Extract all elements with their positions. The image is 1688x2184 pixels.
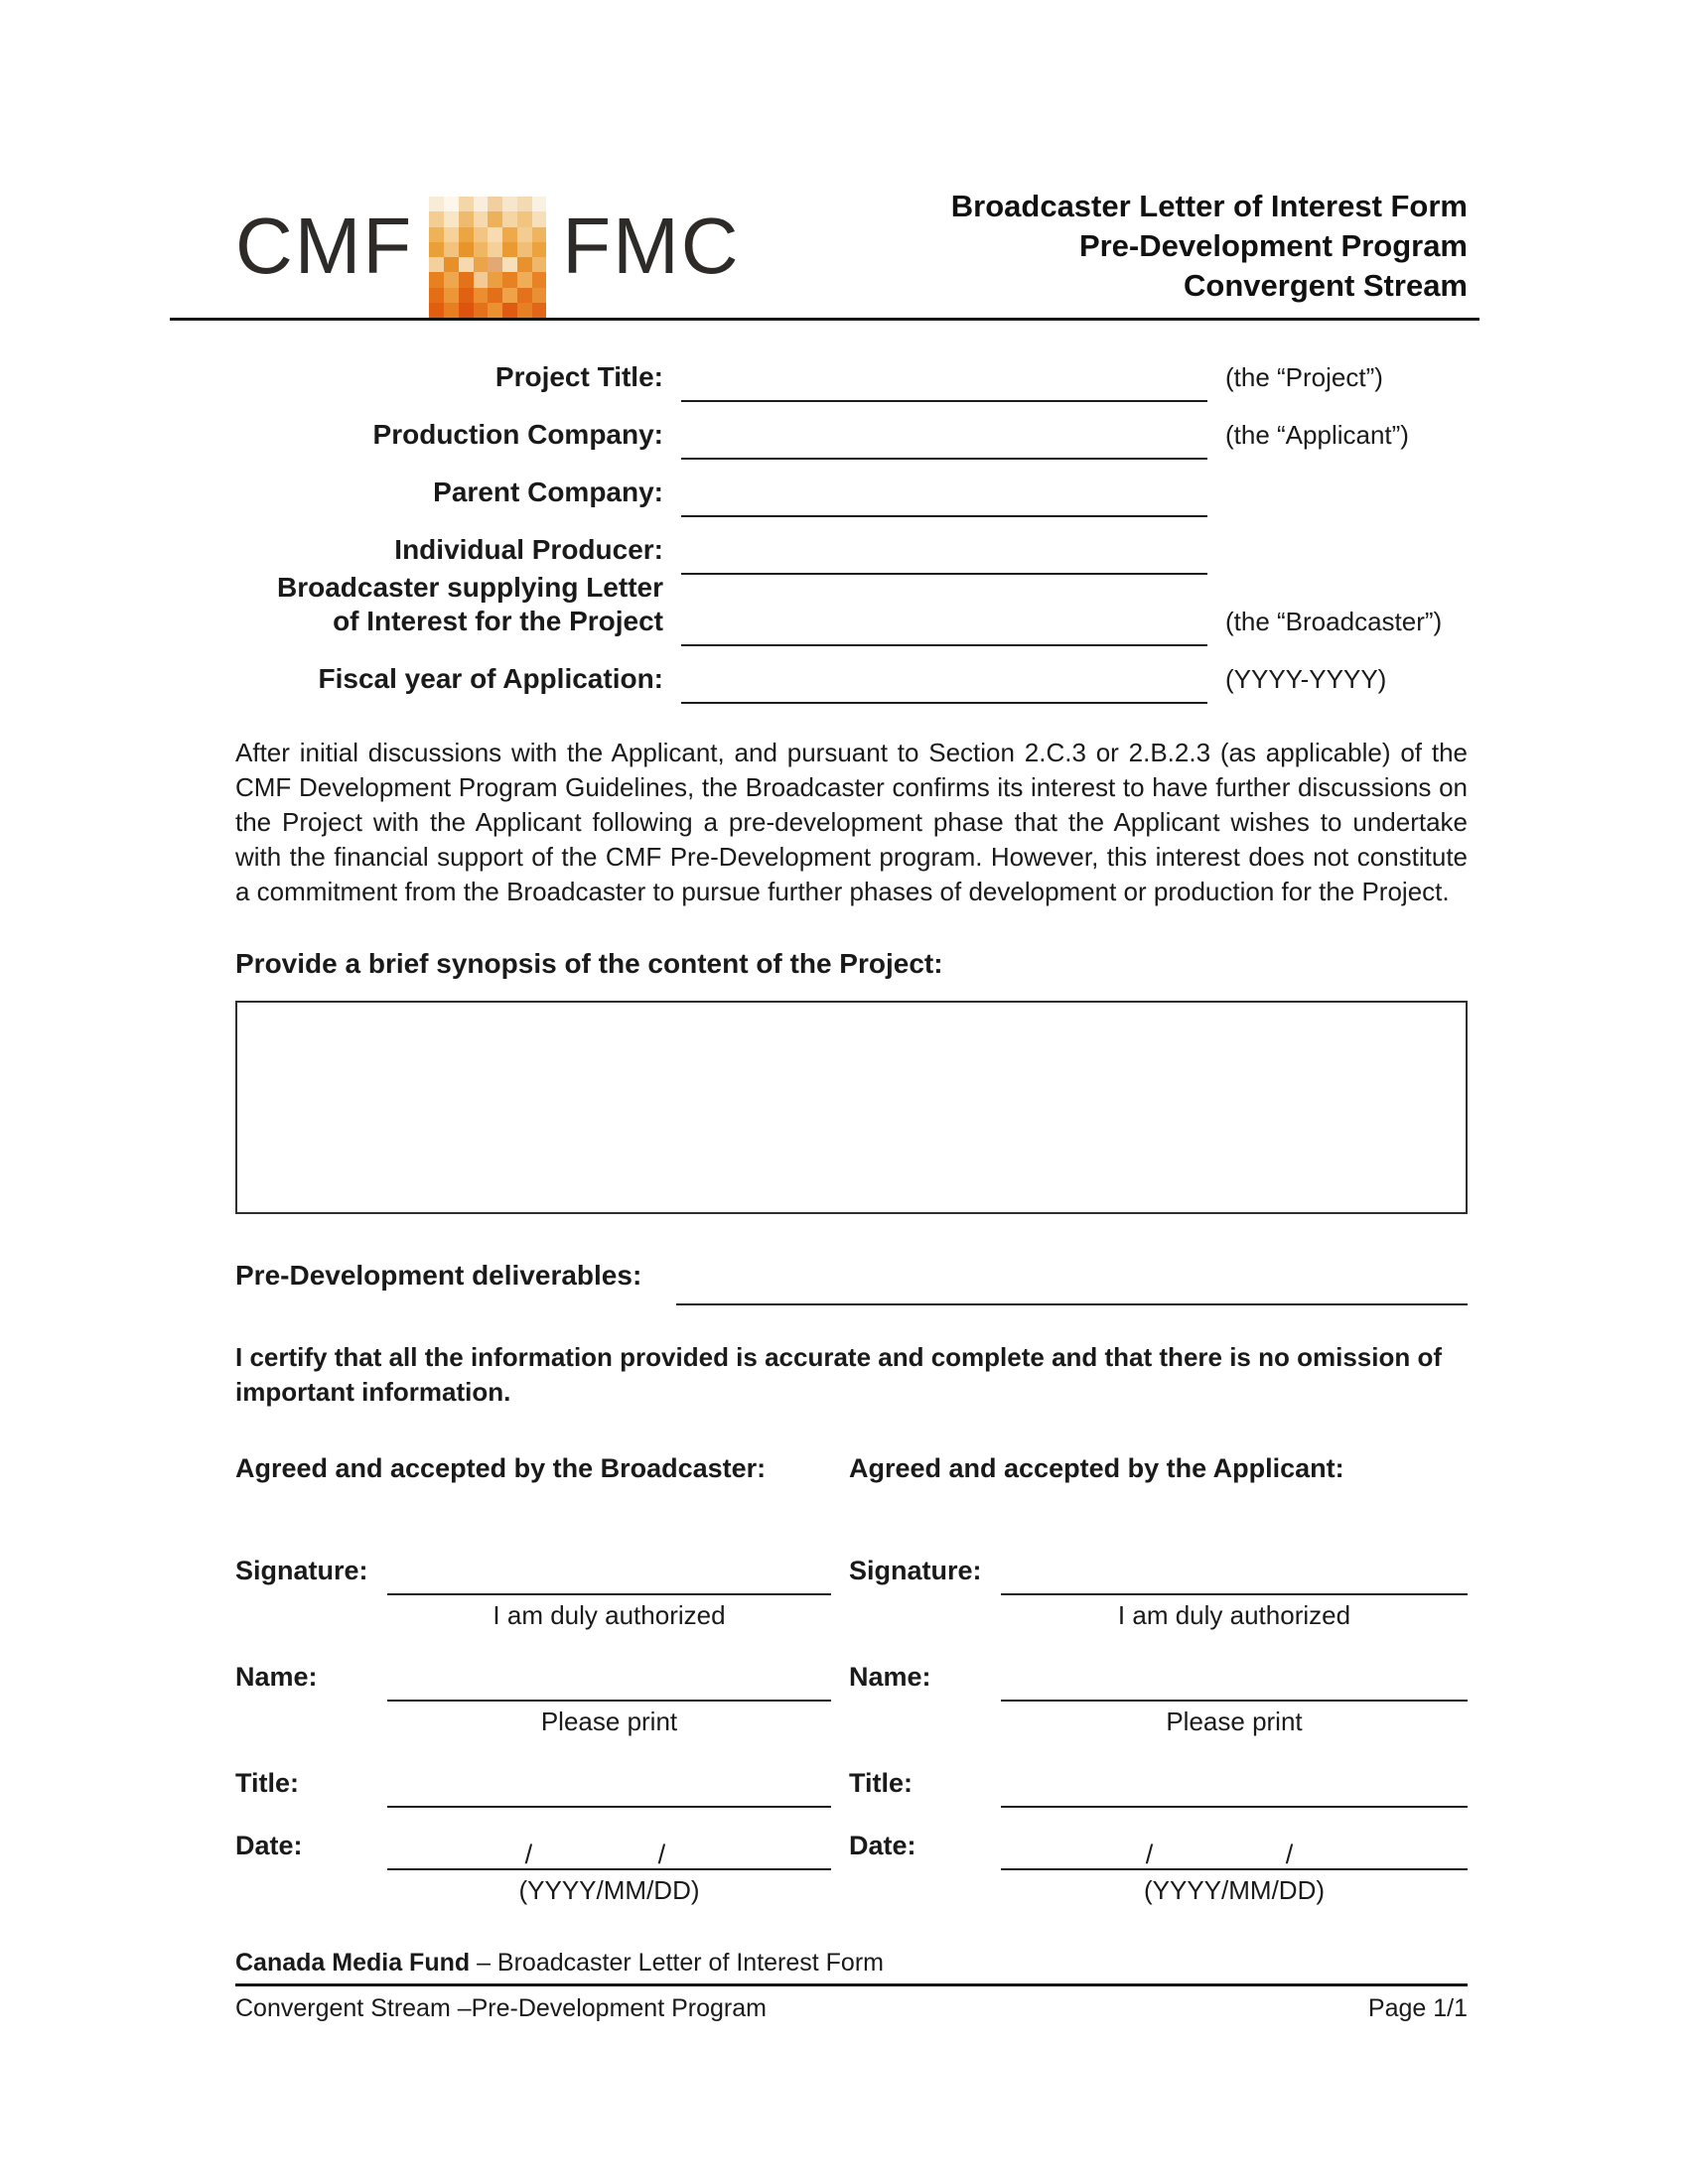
header: [235, 0, 1468, 318]
mosaic-cell: [429, 197, 444, 211]
mosaic-cell: [532, 303, 547, 318]
project-title-input-line[interactable]: [681, 400, 1207, 402]
mosaic-cell: [517, 288, 532, 303]
mosaic-cell: [517, 242, 532, 257]
broadcaster-signature-hint: I am duly authorized: [492, 1600, 726, 1630]
field-broadcaster: [235, 571, 1468, 638]
fiscal-year-input-line[interactable]: [681, 702, 1207, 704]
mosaic-cell: [502, 197, 517, 211]
footer-org-name: Canada Media Fund: [235, 1949, 471, 1977]
footer-form-name: – Broadcaster Letter of Interest Form: [470, 1949, 884, 1977]
mosaic-cell: [459, 288, 474, 303]
mosaic-cell: [502, 303, 517, 318]
mosaic-cell: [474, 257, 489, 272]
mosaic-cell: [474, 211, 489, 226]
certification-statement: [235, 1340, 1468, 1410]
mosaic-cell: [429, 227, 444, 242]
applicant-title-row: [849, 1767, 1468, 1800]
deliverables-field: [235, 1259, 1468, 1293]
parent-company-label: Parent Company:: [433, 477, 663, 507]
applicant-title-label: Title:: [849, 1768, 914, 1798]
production-company-note: (the “Applicant”): [1225, 420, 1409, 450]
page-footer: [235, 1948, 1468, 2024]
footer-line2: [235, 1993, 1468, 2024]
applicant-date-input-line[interactable]: [1001, 1840, 1468, 1870]
mosaic-cell: [502, 211, 517, 226]
mosaic-cell: [502, 242, 517, 257]
broadcaster-title-row: [235, 1767, 831, 1800]
field-individual-producer: [235, 533, 1468, 567]
mosaic-cell: [474, 303, 489, 318]
mosaic-cell: [532, 272, 547, 287]
mosaic-cell: [488, 227, 502, 242]
mosaic-cell: [488, 211, 502, 226]
footer-line1: [235, 1948, 1468, 1979]
mosaic-cell: [517, 272, 532, 287]
broadcaster-input-line[interactable]: [681, 644, 1207, 646]
mosaic-cell: [488, 303, 502, 318]
synopsis-textbox[interactable]: [235, 1001, 1468, 1214]
mosaic-cell: [429, 288, 444, 303]
intro-paragraph: After initial discussions with the Applicant, and pursuant to Section 2.C.3 or 2.B.2.3 (as applicable) of the CMF Development Program Guidelines, the Broadcaster confirms its interest to have further discussions on the Project with the Applicant following a pre-development phase that the Applicant wishes to undertake with the financial support of the CMF Pre-Development program. However, this interest does not constitute a commitment from the Broadcaster to pursue further phases of development or production for the Project.: [235, 738, 1468, 906]
broadcaster-note: (the “Broadcaster”): [1225, 607, 1443, 636]
date-separator-slash: /: [524, 1840, 533, 1869]
production-company-input-line[interactable]: [681, 458, 1207, 460]
field-parent-company: [235, 476, 1468, 509]
certification-line2: important information.: [235, 1377, 511, 1407]
broadcaster-signature-input-line[interactable]: [387, 1593, 831, 1595]
applicant-title-input-line[interactable]: [1001, 1806, 1468, 1808]
applicant-signature-hint: I am duly authorized: [1117, 1600, 1351, 1630]
applicant-signature-label: Signature:: [849, 1556, 982, 1585]
mosaic-cell: [429, 272, 444, 287]
broadcaster-agreement-heading: Agreed and accepted by the Broadcaster:: [235, 1453, 767, 1483]
footer-program-name: Convergent Stream –Pre-Development Program: [235, 1994, 767, 2022]
mosaic-cell: [532, 197, 547, 211]
mosaic-cell: [459, 211, 474, 226]
mosaic-cell: [532, 211, 547, 226]
project-title-label: Project Title:: [494, 361, 663, 392]
certification-line1: I certify that all the information provided is accurate and complete and that there is no omission of: [235, 1342, 1442, 1372]
mosaic-cell: [444, 272, 459, 287]
applicant-signature-input-line[interactable]: [1001, 1593, 1468, 1595]
page-indicator: Page 1/1: [1367, 1994, 1468, 2022]
mosaic-cell: [474, 242, 489, 257]
mosaic-cell: [429, 257, 444, 272]
applicant-name-input-line[interactable]: [1001, 1700, 1468, 1702]
mosaic-cell: [459, 197, 474, 211]
mosaic-cell: [474, 197, 489, 211]
logo-mosaic-icon: [429, 197, 546, 318]
broadcaster-label-line2: of Interest for the Project: [333, 606, 663, 636]
mosaic-cell: [532, 257, 547, 272]
production-company-label: Production Company:: [372, 419, 663, 450]
form-title-line2: Pre-Development Program: [1078, 228, 1468, 263]
broadcaster-date-label: Date:: [235, 1831, 303, 1860]
applicant-signature-row: [849, 1555, 1468, 1587]
broadcaster-date-hint: (YYYY/MM/DD): [518, 1875, 700, 1905]
logo-cmf-text: CMF: [235, 202, 414, 290]
mosaic-cell: [459, 303, 474, 318]
deliverables-label: Pre-Development deliverables:: [235, 1260, 642, 1291]
applicant-signature-column: [849, 1451, 1468, 1906]
individual-producer-input-line[interactable]: [681, 573, 1207, 575]
broadcaster-label: [235, 571, 663, 638]
broadcaster-title-input-line[interactable]: [387, 1806, 831, 1808]
form-title-block: [951, 187, 1468, 306]
mosaic-cell: [444, 242, 459, 257]
field-fiscal-year: [235, 662, 1468, 696]
footer-divider: [235, 1983, 1468, 1986]
field-project-title: [235, 360, 1468, 394]
project-title-note: (the “Project”): [1225, 362, 1383, 392]
broadcaster-name-row: [235, 1661, 831, 1694]
broadcaster-date-row: [235, 1830, 831, 1869]
mosaic-cell: [429, 303, 444, 318]
deliverables-input-line[interactable]: [676, 1303, 1468, 1305]
applicant-date-hint: (YYYY/MM/DD): [1144, 1875, 1325, 1905]
fiscal-year-label: Fiscal year of Application:: [318, 663, 663, 694]
date-separator-slash: /: [657, 1840, 666, 1869]
form-fields: [235, 360, 1468, 696]
applicant-name-row: [849, 1661, 1468, 1694]
mosaic-cell: [488, 288, 502, 303]
broadcaster-name-hint: Please print: [540, 1706, 678, 1736]
applicant-date-row: [849, 1830, 1468, 1869]
mosaic-cell: [444, 257, 459, 272]
broadcaster-label-line1: Broadcaster supplying Letter: [277, 572, 663, 603]
field-production-company: [235, 418, 1468, 452]
fiscal-year-note: (YYYY-YYYY): [1225, 664, 1387, 694]
mosaic-cell: [517, 211, 532, 226]
mosaic-cell: [532, 227, 547, 242]
mosaic-cell: [488, 242, 502, 257]
mosaic-cell: [444, 227, 459, 242]
mosaic-cell: [532, 288, 547, 303]
synopsis-heading: Provide a brief synopsis of the content of the Project:: [235, 948, 943, 979]
mosaic-cell: [459, 242, 474, 257]
mosaic-cell: [474, 272, 489, 287]
mosaic-cell: [502, 257, 517, 272]
mosaic-cell: [429, 242, 444, 257]
mosaic-cell: [517, 227, 532, 242]
mosaic-cell: [517, 257, 532, 272]
mosaic-cell: [474, 227, 489, 242]
mosaic-cell: [502, 272, 517, 287]
mosaic-cell: [502, 227, 517, 242]
applicant-name-hint: Please print: [1166, 1706, 1303, 1736]
header-divider: [170, 318, 1479, 321]
mosaic-cell: [488, 257, 502, 272]
form-title-line3: Convergent Stream: [1184, 268, 1468, 303]
broadcaster-signature-row: [235, 1555, 831, 1587]
mosaic-cell: [488, 272, 502, 287]
logo-fmc-text: FMC: [562, 202, 741, 290]
mosaic-cell: [517, 303, 532, 318]
parent-company-input-line[interactable]: [681, 515, 1207, 517]
individual-producer-label: Individual Producer:: [394, 534, 663, 565]
mosaic-cell: [429, 211, 444, 226]
broadcaster-name-input-line[interactable]: [387, 1700, 831, 1702]
date-separator-slash: /: [1145, 1840, 1154, 1869]
cmf-fmc-logo: [235, 197, 741, 318]
mosaic-cell: [502, 288, 517, 303]
broadcaster-date-input-line[interactable]: [387, 1840, 831, 1870]
mosaic-cell: [444, 197, 459, 211]
mosaic-cell: [488, 197, 502, 211]
mosaic-cell: [459, 227, 474, 242]
broadcaster-title-label: Title:: [235, 1768, 300, 1798]
form-title-line1: Broadcaster Letter of Interest Form: [950, 189, 1468, 223]
mosaic-cell: [517, 197, 532, 211]
applicant-date-label: Date:: [849, 1831, 916, 1860]
mosaic-cell: [459, 272, 474, 287]
broadcaster-name-label: Name:: [235, 1662, 318, 1692]
mosaic-cell: [444, 211, 459, 226]
applicant-name-label: Name:: [849, 1662, 931, 1692]
applicant-agreement-heading: Agreed and accepted by the Applicant:: [849, 1453, 1344, 1483]
signature-section: [235, 1451, 1468, 1906]
mosaic-cell: [444, 303, 459, 318]
mosaic-cell: [532, 242, 547, 257]
mosaic-cell: [474, 288, 489, 303]
mosaic-cell: [444, 288, 459, 303]
broadcaster-signature-column: [235, 1451, 849, 1906]
date-separator-slash: /: [1285, 1840, 1294, 1869]
mosaic-cell: [459, 257, 474, 272]
broadcaster-signature-label: Signature:: [235, 1556, 368, 1585]
